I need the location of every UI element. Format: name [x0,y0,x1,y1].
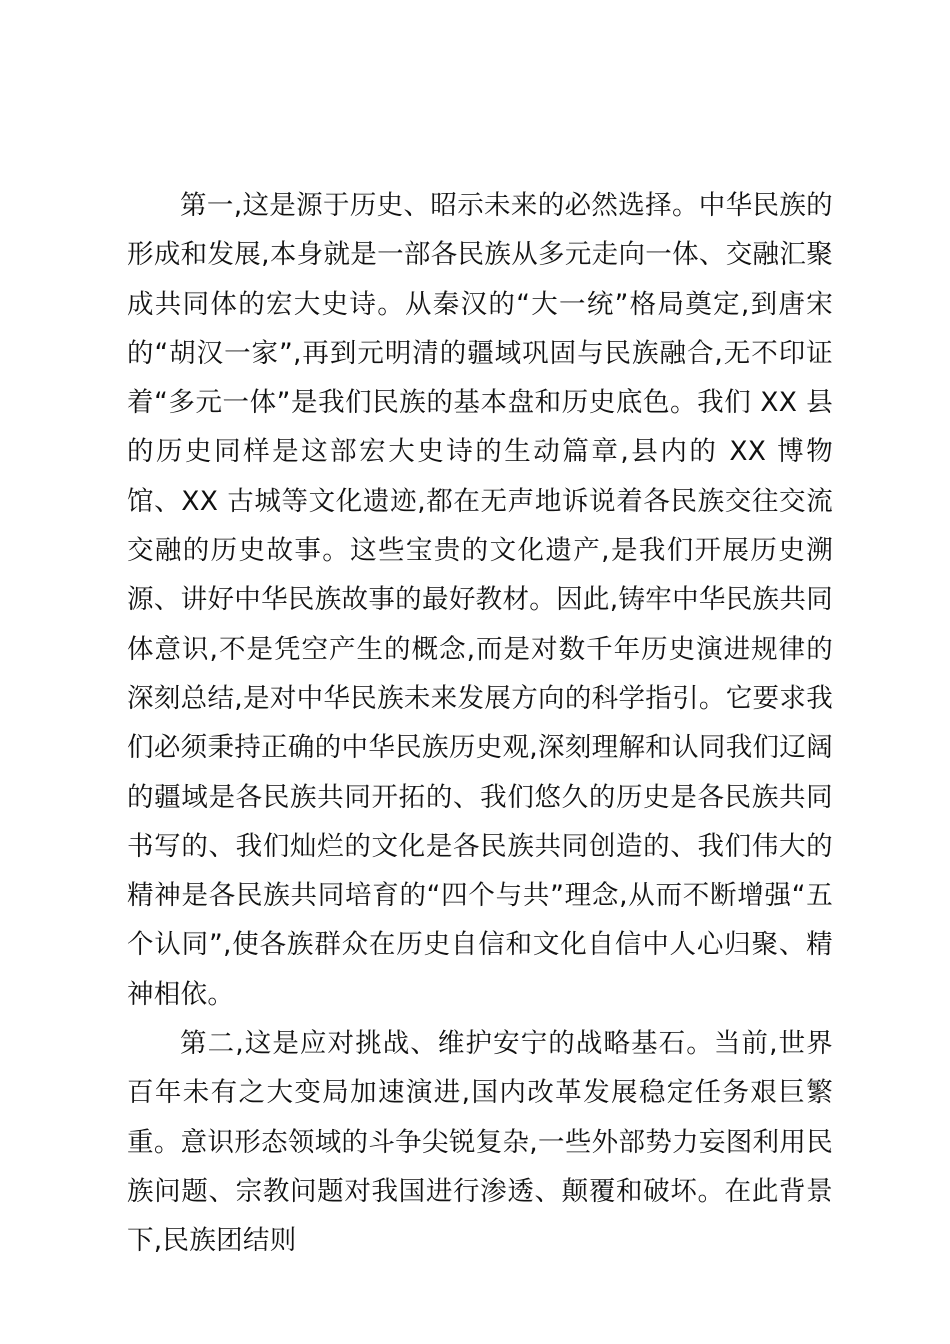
paragraph-1: 第一,这是源于历史、昭示未来的必然选择。中华民族的形成和发展,本身就是一部各民族从多元走向一体、交融汇聚成共同体的宏大史诗。从秦汉的“大一统”格局奠定,到唐宋的“胡汉一家”,再到元明清的疆域巩固与民族融合,无不印证着“多元一体”是我们民族的基本盘和历史底色。我们 XX 县的历史同样是这部宏大史诗的生动篇章,县内的 XX 博物馆、XX 古城等文化遗迹,都在无声地诉说着各民族交往交流交融的历史故事。这些宝贵的文化遗产,是我们开展历史溯源、讲好中华民族故事的最好教材。因此,铸牢中华民族共同体意识,不是凭空产生的概念,而是对数千年历史演进规律的深刻总结,是对中华民族未来发展方向的科学指引。它要求我们必须秉持正确的中华民族历史观,深刻理解和认同我们辽阔的疆域是各民族共同开拓的、我们悠久的历史是各民族共同书写的、我们灿烂的文化是各民族共同创造的、我们伟大的精神是各民族共同培育的“四个与共”理念,从而不断增强“五个认同”,使各族群众在历史自信和文化自信中人心归聚、精神相依。 [127,190,833,1010]
document-body [127,181,833,1266]
paragraph-2: 第二,这是应对挑战、维护安宁的战略基石。当前,世界百年未有之大变局加速演进,国内改革发展稳定任务艰巨繁重。意识形态领域的斗争尖锐复杂,一些外部势力妄图利用民族问题、宗教问题对我国进行渗透、颠覆和破坏。在此背景下,民族团结则 [127,1028,833,1257]
